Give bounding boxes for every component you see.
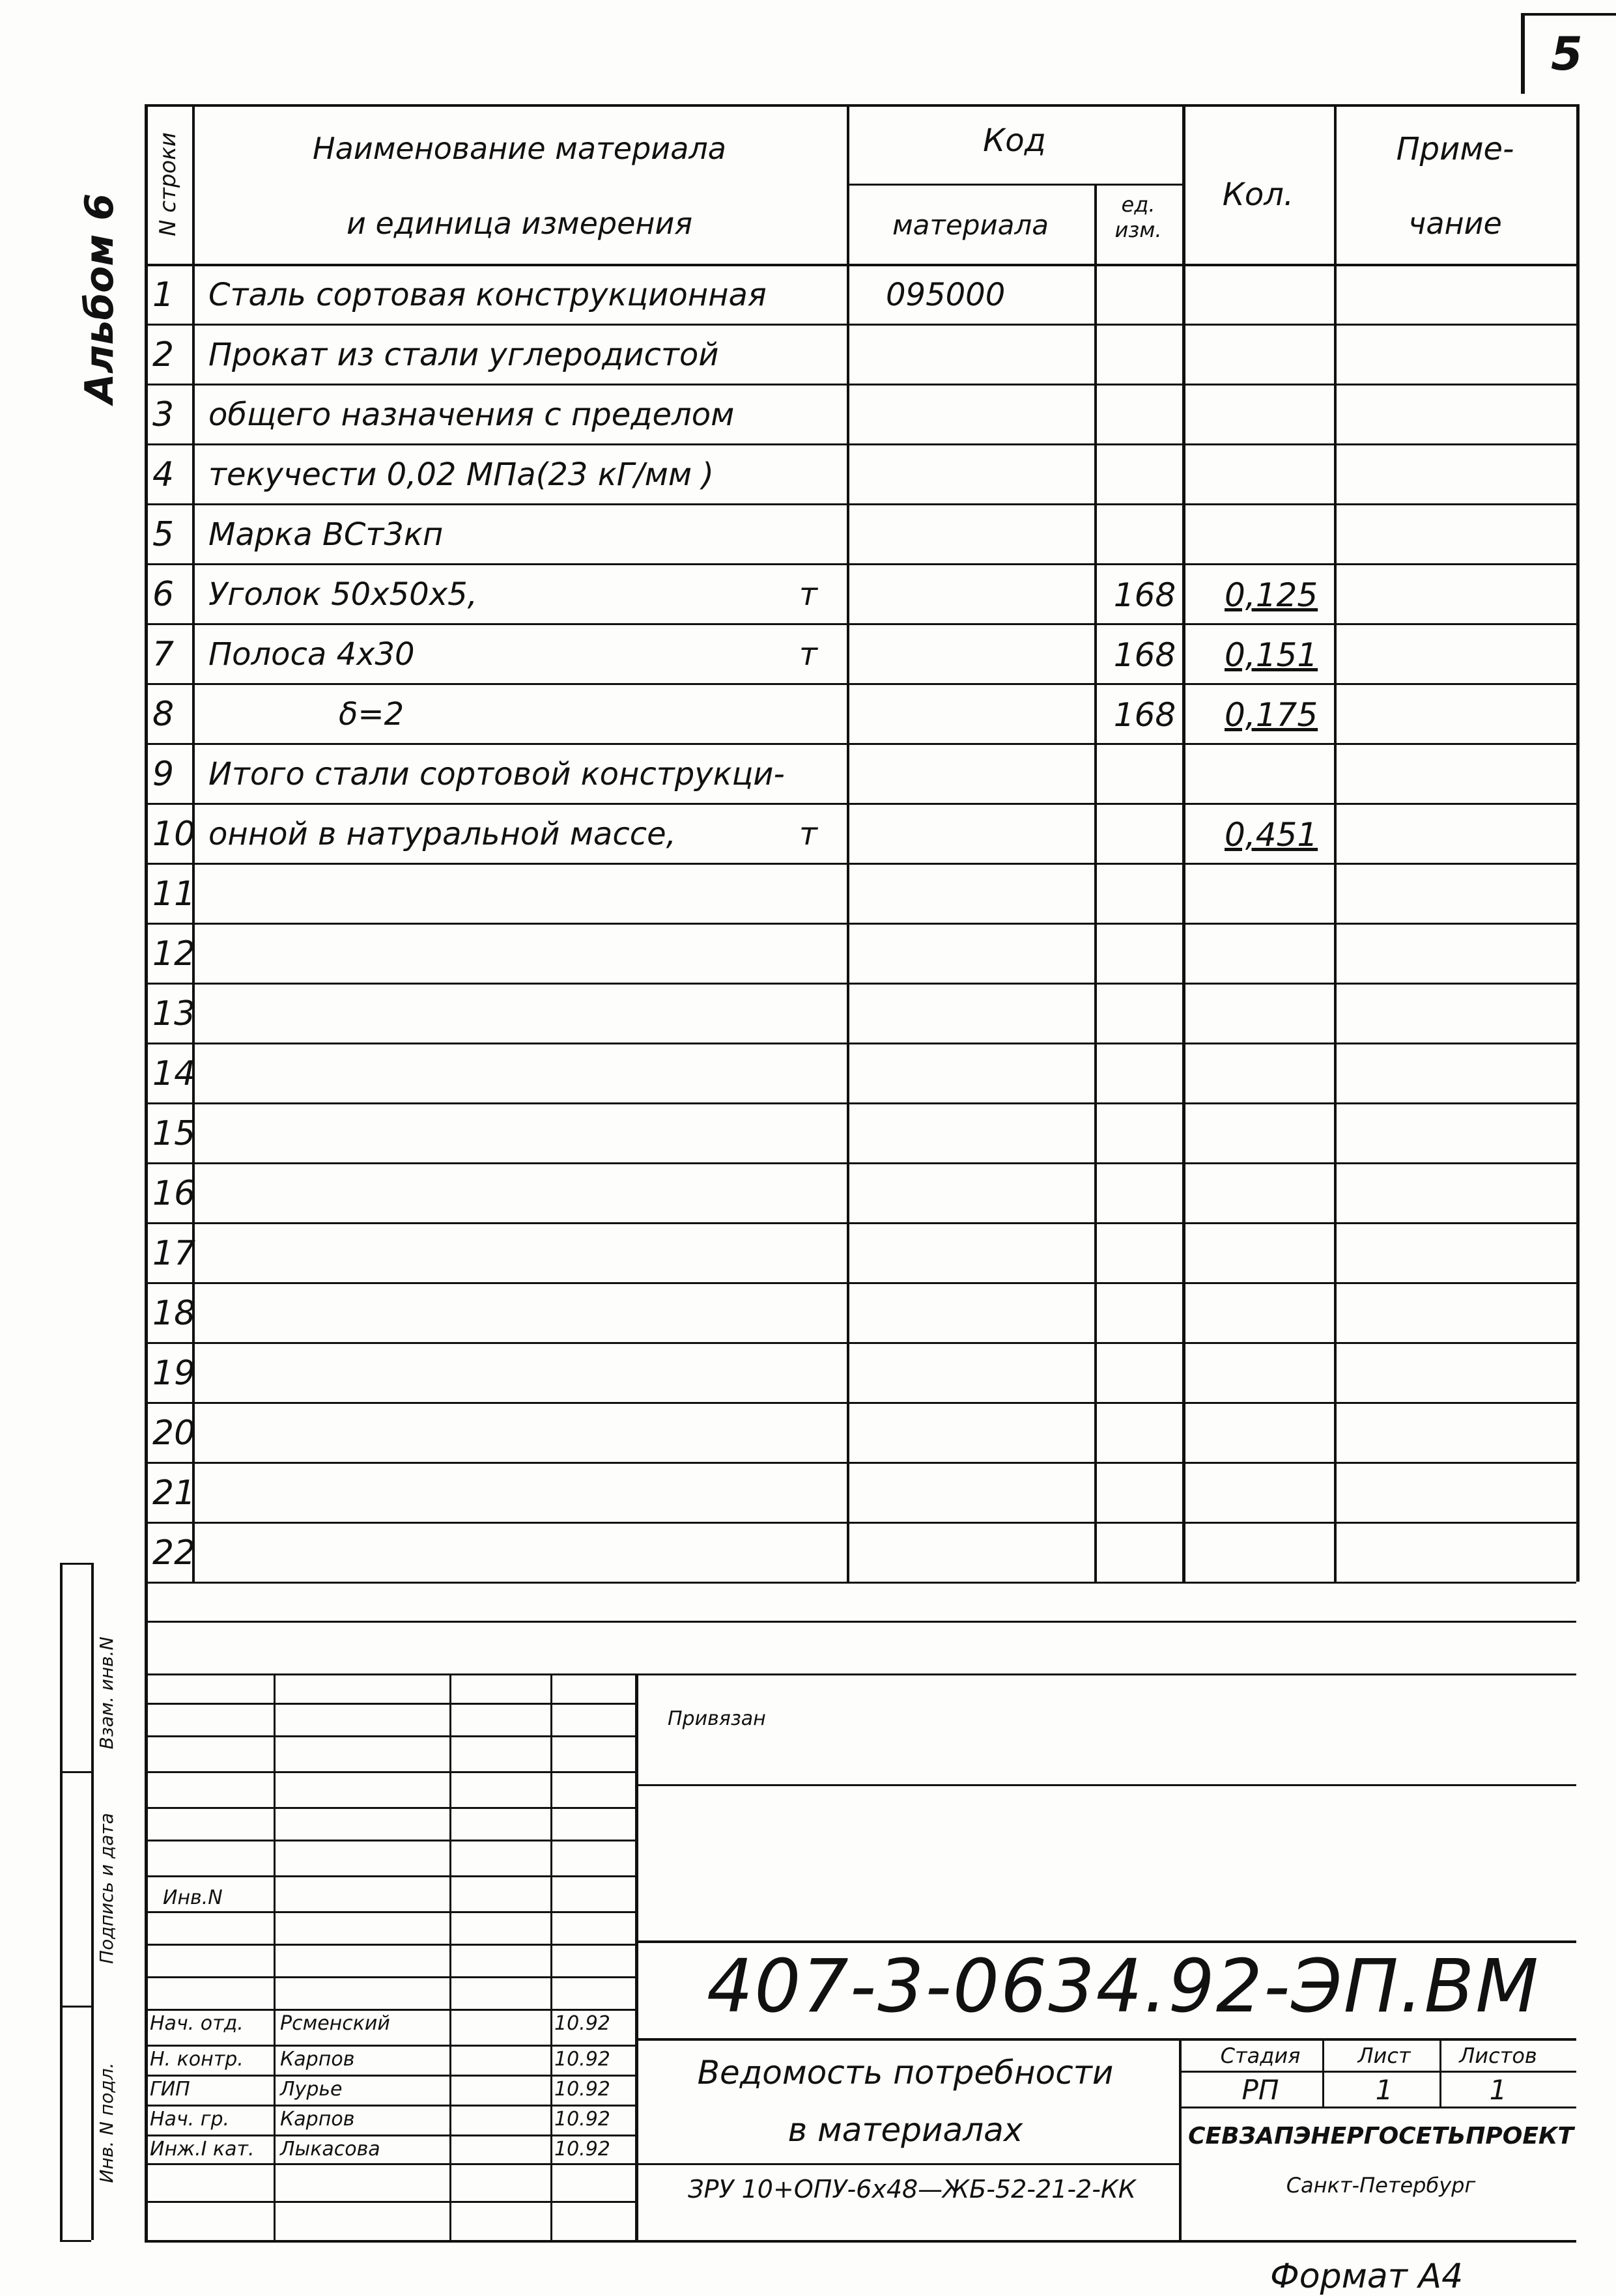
row-material-name: Итого стали сортовой конструкци- xyxy=(208,756,785,792)
signer-date: 10.92 xyxy=(554,2108,610,2131)
organization-city: Санкт-Петербург xyxy=(1286,2173,1476,2198)
signature-grid-row xyxy=(145,1944,635,1946)
side-stamp-line xyxy=(60,1563,91,1565)
row-number: 18 xyxy=(152,1294,196,1333)
title-block-bottom xyxy=(145,2240,1576,2243)
side-stamp-right-border xyxy=(91,1563,94,2240)
signer-name: Карпов xyxy=(280,2108,355,2131)
signer-date: 10.92 xyxy=(554,2012,610,2035)
table-row-line xyxy=(145,1522,1576,1524)
title-block-column xyxy=(1179,2038,1182,2240)
signer-name: Рсменский xyxy=(280,2012,390,2035)
table-row-line xyxy=(145,443,1576,445)
signer-role: Нач. отд. xyxy=(150,2012,244,2035)
row-material-code: 095000 xyxy=(886,277,1006,313)
signer-role: Нач. гр. xyxy=(150,2108,230,2131)
row-material-name: текучести 0,02 МПа(23 кГ/мм ) xyxy=(208,456,715,493)
inv-n-label: Инв.N xyxy=(163,1886,223,1909)
row-material-name: Прокат из стали углеродистой xyxy=(208,337,719,373)
document-title-line1: Ведомость потребности xyxy=(697,2054,1114,2092)
signer-date: 10.92 xyxy=(554,2048,610,2071)
row-material-name: δ=2 xyxy=(339,696,404,733)
row-number: 7 xyxy=(152,635,175,674)
table-row-line xyxy=(145,1222,1576,1224)
title-block-row xyxy=(635,1673,1576,1675)
format-label: Формат А4 xyxy=(1270,2257,1464,2296)
table-row-line xyxy=(145,1282,1576,1284)
row-unit: т xyxy=(799,816,817,852)
signer-name: Карпов xyxy=(280,2048,355,2071)
row-number: 5 xyxy=(152,515,175,554)
column-divider-code xyxy=(1094,184,1097,1582)
row-number: 22 xyxy=(152,1533,196,1573)
row-number: 3 xyxy=(152,395,175,434)
row-quantity: 0,125 xyxy=(1225,576,1318,614)
signature-grid-row xyxy=(145,2075,635,2077)
signature-grid-row xyxy=(145,2009,635,2011)
signature-grid-row xyxy=(145,2045,635,2047)
row-unit-code: 168 xyxy=(1113,576,1176,614)
row-number: 10 xyxy=(152,815,196,854)
row-number: 16 xyxy=(152,1174,196,1213)
row-number: 20 xyxy=(152,1414,196,1453)
signature-grid-row xyxy=(145,2105,635,2107)
signature-grid-row xyxy=(145,1771,635,1773)
document-code: 407-3-0634.92-ЭП.ВМ xyxy=(707,1944,1540,2029)
title-block-row xyxy=(635,2038,1576,2041)
title-block-top xyxy=(145,1621,1576,1623)
signature-grid-row xyxy=(145,1807,635,1809)
sheets-header: Листов xyxy=(1459,2043,1537,2068)
side-stamp-left-border xyxy=(60,1563,63,2240)
table-row-line xyxy=(145,384,1576,385)
column-divider-qty xyxy=(1334,104,1337,1582)
document-title-line2: в материалах xyxy=(787,2111,1023,2149)
stamp-vzam-label: Взам. инв.N xyxy=(96,1636,117,1750)
row-quantity: 0,451 xyxy=(1225,816,1318,854)
header-bottom-line xyxy=(145,264,1576,266)
table-row-line xyxy=(145,1162,1576,1164)
stage-table-row xyxy=(1179,2071,1576,2073)
row-material-name: Сталь сортовая конструкционная xyxy=(208,277,767,313)
table-row-line xyxy=(145,983,1576,985)
signature-grid-row xyxy=(145,1673,635,1675)
table-row-line xyxy=(145,1342,1576,1344)
signer-role: Н. контр. xyxy=(150,2048,244,2071)
table-row-line xyxy=(145,803,1576,805)
table-row-line xyxy=(145,1402,1576,1404)
sheet-header: Лист xyxy=(1357,2043,1411,2068)
stage-table-column xyxy=(1439,2038,1441,2107)
qty-header: Кол. xyxy=(1222,176,1294,213)
note-header-line2: чание xyxy=(1408,206,1502,241)
page-number: 5 xyxy=(1551,27,1583,81)
signer-role: ГИП xyxy=(150,2078,190,2101)
table-row-line xyxy=(145,683,1576,685)
name-header-line2: и единица измерения xyxy=(346,206,693,241)
signature-grid-row xyxy=(145,1976,635,1978)
stage-value: РП xyxy=(1241,2074,1279,2106)
table-row-line xyxy=(145,1582,1576,1584)
row-unit: т xyxy=(799,576,817,613)
row-unit: т xyxy=(799,636,817,673)
stamp-inv-label: Инв. N подл. xyxy=(96,2062,117,2183)
row-number-header: N строки xyxy=(154,132,181,236)
row-number: 2 xyxy=(152,335,175,374)
row-material-name: Уголок 50х50х5, xyxy=(208,576,477,613)
signature-grid-row xyxy=(145,1911,635,1913)
signature-grid-row xyxy=(145,2163,635,2165)
row-material-name: общего назначения с пределом xyxy=(208,397,735,433)
title-block-row xyxy=(635,1940,1576,1943)
signer-role: Инж.I кат. xyxy=(150,2138,255,2161)
table-top-border xyxy=(145,104,1576,107)
privyazan-label: Привязан xyxy=(668,1707,766,1730)
table-row-line xyxy=(145,863,1576,865)
row-number: 15 xyxy=(152,1114,196,1153)
album-label: Альбом 6 xyxy=(77,193,122,404)
object-code: ЗРУ 10+ОПУ-6х48—ЖБ-52-21-2-КК xyxy=(688,2175,1136,2204)
signature-grid-column xyxy=(449,1673,451,2240)
row-number: 13 xyxy=(152,994,196,1033)
row-quantity: 0,175 xyxy=(1225,696,1318,734)
side-stamp-line xyxy=(60,1771,91,1773)
page-number-box xyxy=(1521,13,1616,94)
signature-grid-right-border xyxy=(635,1673,638,2240)
table-row-line xyxy=(145,1102,1576,1104)
organization-name: СЕВЗАПЭНЕРГОСЕТЬПРОЕКТ xyxy=(1188,2123,1574,2149)
signature-grid-column xyxy=(550,1673,552,2240)
table-left-border xyxy=(145,104,148,1582)
stage-table-row xyxy=(1179,2107,1576,2108)
row-unit-code: 168 xyxy=(1113,636,1176,674)
sheets-value: 1 xyxy=(1489,2074,1507,2106)
sheet-value: 1 xyxy=(1375,2074,1393,2106)
title-block-row xyxy=(635,2163,1179,2165)
side-stamp-line xyxy=(60,2240,91,2242)
signer-name: Лурье xyxy=(280,2078,343,2101)
row-quantity: 0,151 xyxy=(1225,636,1318,674)
row-number: 14 xyxy=(152,1054,196,1093)
row-material-name: Полоса 4х30 xyxy=(208,636,415,673)
stage-table-column xyxy=(1322,2038,1324,2107)
table-row-line xyxy=(145,324,1576,326)
code-unit-header-line1: ед. xyxy=(1121,192,1155,217)
row-number: 19 xyxy=(152,1354,196,1393)
row-number: 21 xyxy=(152,1474,196,1513)
title-block-row xyxy=(635,1784,1576,1786)
row-number: 11 xyxy=(152,875,196,914)
table-row-line xyxy=(145,1462,1576,1464)
table-row-line xyxy=(145,503,1576,505)
signature-grid-column xyxy=(274,1673,276,2240)
table-row-line xyxy=(145,563,1576,565)
signature-grid-row xyxy=(145,1703,635,1705)
stamp-podpis-label: Подпись и дата xyxy=(96,1813,117,1964)
row-unit-code: 168 xyxy=(1113,696,1176,734)
row-number: 17 xyxy=(152,1234,196,1273)
signature-grid-row xyxy=(145,2135,635,2136)
column-divider-unit xyxy=(1182,104,1185,1582)
table-row-line xyxy=(145,623,1576,625)
note-header-line1: Приме- xyxy=(1396,131,1514,167)
signature-grid-row xyxy=(145,1840,635,1841)
table-right-border xyxy=(1576,104,1580,1582)
column-divider-name xyxy=(847,104,849,1582)
signature-grid-row xyxy=(145,2201,635,2203)
signer-name: Лыкасова xyxy=(280,2138,380,2161)
stage-header: Стадия xyxy=(1220,2043,1301,2068)
name-header-line1: Наименование материала xyxy=(313,131,726,166)
table-row-line xyxy=(145,923,1576,925)
row-number: 6 xyxy=(152,575,175,614)
code-header: Код xyxy=(983,122,1046,159)
code-unit-header-line2: изм. xyxy=(1114,217,1162,242)
table-row-line xyxy=(145,743,1576,745)
signature-grid-row xyxy=(145,1875,635,1877)
signature-grid-row xyxy=(145,1735,635,1737)
row-number: 12 xyxy=(152,934,196,973)
signer-date: 10.92 xyxy=(554,2138,610,2161)
row-number: 4 xyxy=(152,455,175,494)
side-stamp-line xyxy=(60,2006,91,2008)
row-material-name: онной в натуральной массе, xyxy=(208,816,676,852)
row-material-name: Марка ВСт3кп xyxy=(208,516,444,553)
row-number: 8 xyxy=(152,695,175,734)
signer-date: 10.92 xyxy=(554,2078,610,2101)
code-material-header: материала xyxy=(892,209,1049,241)
row-number: 1 xyxy=(152,275,175,315)
table-row-line xyxy=(145,1043,1576,1044)
code-header-divider xyxy=(847,184,1182,186)
row-number: 9 xyxy=(152,755,175,794)
